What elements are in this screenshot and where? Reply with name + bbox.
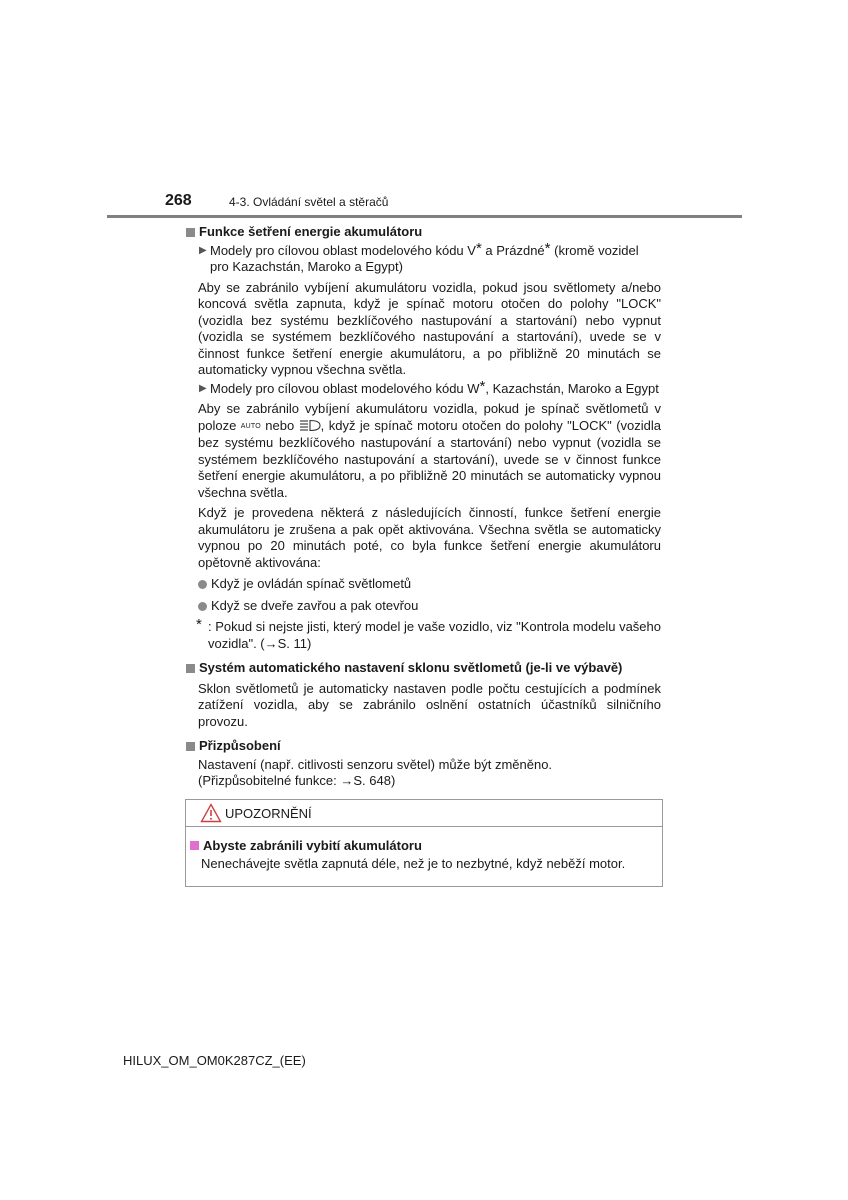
footnote: * : Pokud si nejste jisti, který model je vaše vozidlo, viz "Kontrola modelu vašeho vozidla". (→S. 11) [196, 616, 661, 651]
square-bullet-icon [186, 228, 195, 237]
list-item: Když se dveře zavřou a pak otevřou [185, 598, 661, 615]
square-bullet-icon [186, 664, 195, 673]
page-number: 268 [165, 192, 192, 209]
auto-icon: AUTO [240, 422, 261, 430]
paragraph: Sklon světlometů je automaticky nastaven podle počtu cestujících a podmínek zatížení vozidla, aby se zabránilo oslnění ostatních účastníků silničního provozu. [198, 680, 661, 729]
arrow-icon: → [264, 635, 278, 651]
circle-bullet-icon [198, 602, 207, 611]
headlight-icon [299, 419, 321, 432]
footnote-star: * [475, 239, 482, 257]
warning-heading: Abyste zabránili vybití akumulátoru [186, 838, 662, 853]
main-content [185, 224, 661, 790]
circle-bullet-icon [198, 580, 207, 589]
paragraph: Aby se zabránilo vybíjení akumulátoru vozidla, pokud je spínač světlometů v poloze AUTO nebo , když je spínač motoru otočen do polohy "LOCK" (vozidla bez systému bezklíčového nastupování a startování) nebo vypnut (vozidla se systémem bezklíčového nastupování a startování), uvede se v činnost funkce šetření energie akumulátoru, a po přibližně 20 minutách se automaticky vypnou všechna světla. [198, 401, 661, 500]
paragraph: Když je provedena některá z následujících činností, funkce šetření energie akumulátoru je zrušena a pak opět aktivována. Všechna světla se automaticky vypnou po 20 minutách poté, co byla funkce šetření energie akumulátoru opětovně aktivována: [198, 505, 661, 570]
footnote-star: * [544, 239, 551, 257]
triangle-bullet-icon: ▶ [199, 382, 207, 394]
model-condition-2: ▶ Modely pro cílovou oblast modelového kódu W*, Kazachstán, Maroko a Egypt [199, 377, 659, 396]
warning-box [185, 799, 663, 887]
section-heading-battery-saver: Funkce šetření energie akumulátoru [185, 224, 661, 241]
warning-triangle-icon [200, 803, 222, 823]
model-condition-1: ▶ Modely pro cílovou oblast modelového kódu V* a Prázdné* (kromě vozidel pro Kazachstán, Maroko a Egypt) [199, 239, 639, 274]
square-bullet-icon [186, 742, 195, 751]
chapter-title: 4-3. Ovládání světel a stěračů [229, 195, 389, 209]
warning-text: Nenechávejte světla zapnutá déle, než je to nezbytné, když neběží motor. [201, 856, 626, 871]
list-item: Když je ovládán spínač světlometů [185, 576, 661, 593]
section-heading-leveling: Systém automatického nastavení sklonu světlometů (je-li ve výbavě) [185, 660, 661, 677]
square-bullet-icon [190, 841, 199, 850]
footnote-star: * [479, 377, 486, 395]
header-rule [107, 215, 742, 218]
arrow-icon: → [340, 773, 354, 788]
warning-title: UPOZORNĚNÍ [225, 806, 312, 821]
paragraph: Aby se zabránilo vybíjení akumulátoru vozidla, pokud jsou světlomety a/nebo koncová světla zapnuta, když je spínač motoru otočen do polohy "LOCK" (vozidla bez systému bezklíčového nastupování a startování) nebo vypnut (vozidla se systémem bezklíčového nastupování a startování), uvede se v činnost funkce šetření energie akumulátoru, a po přibližně 20 minutách se automaticky vypnou všechna světla. [198, 279, 661, 377]
section-heading-customization: Přizpůsobení [185, 738, 661, 755]
warning-header [186, 800, 662, 827]
paragraph: Nastavení (např. citlivosti senzoru světel) může být změněno. (Přizpůsobitelné funkce: →S. 648) [198, 756, 553, 788]
footnote-star: * [196, 616, 202, 633]
document-code: HILUX_OM_OM0K287CZ_(EE) [123, 1053, 306, 1068]
triangle-bullet-icon: ▶ [199, 244, 207, 256]
